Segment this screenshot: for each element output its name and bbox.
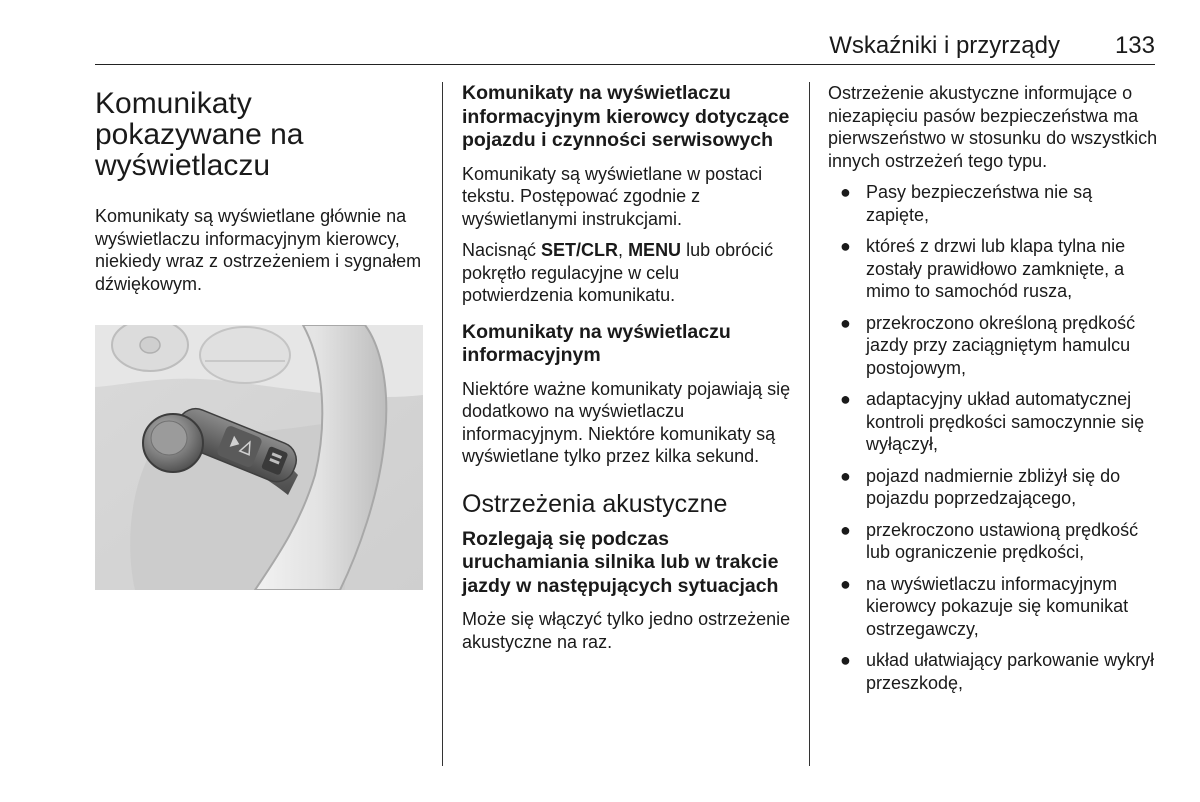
- bullet-icon: ●: [840, 182, 851, 202]
- list-item: [828, 235, 1158, 303]
- button-label-set-clr: SET/CLR: [541, 240, 619, 260]
- list-item-text: układ ułatwiający parkowanie wykrył przeszkodę,: [866, 650, 1155, 693]
- list-item: [828, 181, 1158, 226]
- column-left: [95, 82, 425, 304]
- subheading-vehicle-service-messages: Komunikaty na wyświetlaczu informacyjnym kierowcy dotyczące pojazdu i czynności serwisowych: [462, 82, 790, 151]
- turn-signal-stalk-image: [95, 325, 423, 590]
- paragraph-important-messages: Niektóre ważne komunikaty pojawiają się dodatkowo na wyświetlaczu informacyjnym. Niektóre komunikaty są wyświetlane tylko przez kilka sekund.: [462, 378, 791, 466]
- list-item-text: Pasy bezpieczeństwa nie są zapięte,: [866, 182, 1093, 225]
- chapter-title: Komunikaty pokazywane na wyświetlaczu: [95, 87, 304, 182]
- list-item-text: na wyświetlaczu informacyjnym kierowcy pokazuje się komunikat ostrzegawczy,: [866, 573, 1129, 639]
- bullet-icon: ●: [840, 573, 851, 594]
- paragraph-text-messages: Komunikaty są wyświetlane w postaci tekstu. Postępować zgodnie z wyświetlanymi instrukcjami.: [462, 163, 763, 229]
- subheading-info-display-messages: Komunikaty na wyświetlaczu informacyjnym: [462, 320, 731, 366]
- paragraph-seatbelt-priority: Ostrzeżenie akustyczne informujące o niezapięciu pasów bezpieczeństwa ma pierwszeństwo w stosunku do wszystkich innych ostrzeżeń tego typu.: [828, 83, 1158, 171]
- bullet-icon: ●: [840, 312, 851, 333]
- running-header: [95, 30, 1155, 65]
- list-item-text: przekroczono określoną prędkość jazdy przy zaciągniętym hamulcu postojowym,: [866, 312, 1136, 378]
- text-comma: ,: [618, 240, 629, 260]
- list-item: [828, 519, 1158, 564]
- column-divider-right: [809, 82, 810, 766]
- bullet-icon: ●: [840, 389, 851, 409]
- bullet-icon: ●: [840, 519, 851, 540]
- warning-situations-list: [828, 181, 1158, 694]
- list-item-text: adaptacyjny układ automatycznej kontroli prędkości samoczynnie się wyłączył,: [866, 389, 1145, 454]
- list-item-text: przekroczono ustawioną prędkość lub ograniczenie prędkości,: [866, 519, 1139, 562]
- text-rest: lub obrócić pokrętło regulacyjne w celu potwierdzenia komunikatu.: [462, 240, 774, 305]
- stalk-illustration: [95, 325, 423, 590]
- column-middle: [462, 82, 792, 662]
- list-item: [828, 573, 1158, 641]
- column-right: [828, 82, 1158, 703]
- list-item: [828, 649, 1158, 694]
- list-item: [828, 465, 1158, 510]
- column-divider-left: [442, 82, 443, 766]
- bullet-icon: ●: [840, 650, 851, 670]
- bullet-icon: ●: [840, 236, 851, 256]
- section-heading-acoustic-warnings: Ostrzeżenia akustyczne: [462, 489, 728, 518]
- text-press: Nacisnąć: [462, 240, 542, 260]
- bullet-icon: ●: [840, 465, 851, 486]
- paragraph-confirm-message: [462, 239, 792, 307]
- section-title: Wskaźniki i przyrządy: [829, 32, 1060, 59]
- list-item-text: pojazd nadmiernie zbliżył się do pojazdu poprzedzającego,: [866, 465, 1121, 508]
- list-item: [828, 312, 1158, 380]
- page-number: 133: [1114, 32, 1155, 59]
- intro-paragraph: Komunikaty są wyświetlane głównie na wyświetlaczu informacyjnym kierowcy, niekiedy wraz z ostrzeżeniem i sygnałem dźwiękowym.: [95, 206, 422, 294]
- list-item: [828, 388, 1158, 456]
- paragraph-one-warning: Może się włączyć tylko jedno ostrzeżenie akustyczne na raz.: [462, 609, 791, 652]
- list-item-text: któreś z drzwi lub klapa tylna nie zostały prawidłowo zamknięte, a mimo to samochód rusza,: [866, 236, 1126, 301]
- button-label-menu: MENU: [628, 240, 682, 260]
- subheading-warning-situations: Rozlegają się podczas uruchamiania silnika lub w trakcie jazdy w następujących sytuacjach: [462, 527, 779, 597]
